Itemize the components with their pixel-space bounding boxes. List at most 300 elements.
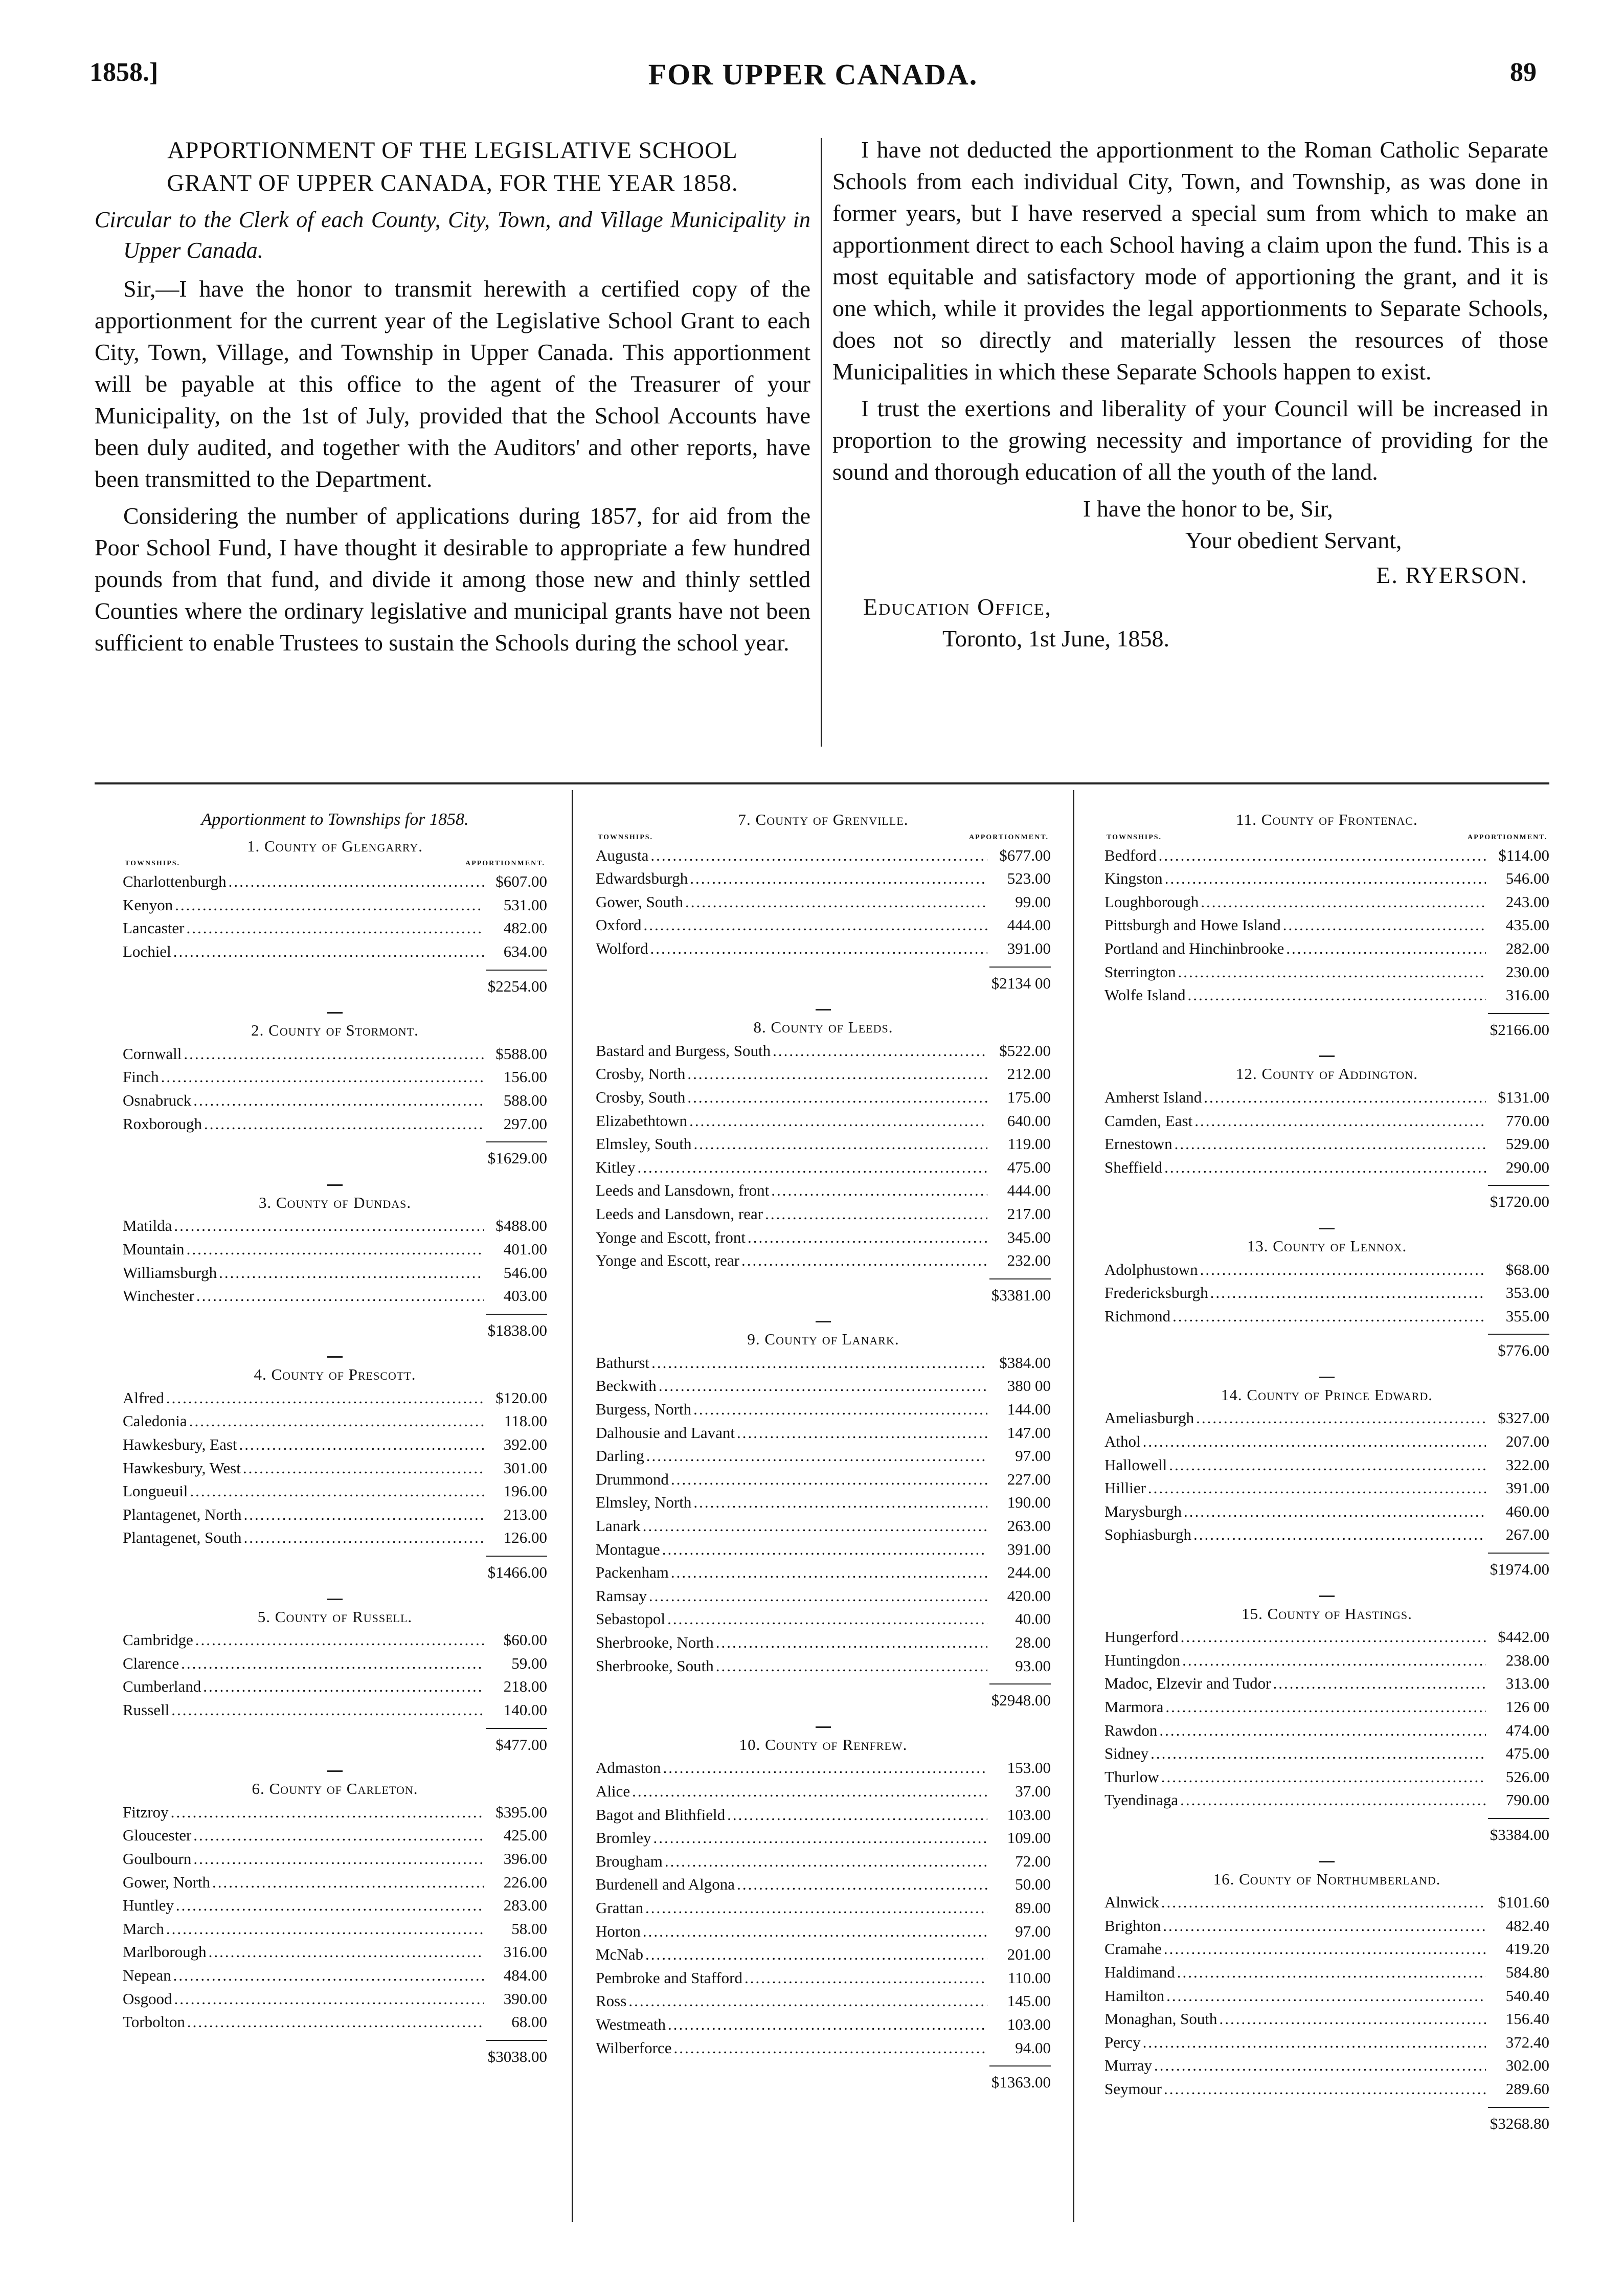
township-name: Pittsburgh and Howe Island bbox=[1104, 916, 1281, 934]
table-row bbox=[596, 1654, 1051, 1678]
dot-leader bbox=[1169, 1453, 1486, 1477]
dot-leader bbox=[1182, 1649, 1486, 1672]
county-section bbox=[1104, 1861, 1549, 2136]
dot-leader bbox=[1184, 1500, 1486, 1523]
dot-leader bbox=[187, 2010, 484, 2034]
table-row bbox=[596, 1062, 1051, 1086]
county-section bbox=[1104, 1055, 1549, 1214]
table-row bbox=[123, 1065, 547, 1089]
township-name: Kitley bbox=[596, 1158, 636, 1176]
township-name: Hillier bbox=[1104, 1479, 1146, 1497]
section-separator bbox=[1319, 1228, 1335, 1229]
dot-leader bbox=[1193, 1523, 1486, 1546]
county-total: $1974.00 bbox=[1490, 1560, 1549, 1579]
township-name: Hawkesbury, East bbox=[123, 1435, 237, 1454]
dot-leader bbox=[690, 867, 987, 890]
dot-leader bbox=[632, 1780, 987, 1803]
apportionment-amount: 147.00 bbox=[1007, 1423, 1051, 1442]
township-name: Russell bbox=[123, 1701, 170, 1719]
apportionment-amount: 196.00 bbox=[503, 1482, 547, 1500]
dot-leader bbox=[651, 1351, 987, 1375]
dot-leader bbox=[1164, 1156, 1486, 1179]
township-name: Nepean bbox=[123, 1966, 171, 1984]
township-name: Plantagenet, North bbox=[123, 1505, 242, 1523]
apportionment-amount: 396.00 bbox=[503, 1849, 547, 1868]
apportionment-amount: 316.00 bbox=[503, 1943, 547, 1961]
apportionment-amount: 540.40 bbox=[1505, 1986, 1549, 2005]
table-row bbox=[1104, 1132, 1549, 1156]
apportionment-amount: 140.00 bbox=[503, 1701, 547, 1719]
total-rule bbox=[1488, 1185, 1549, 1186]
apportionment-amount: 97.00 bbox=[1015, 1447, 1051, 1465]
township-name: Ameliasburgh bbox=[1104, 1409, 1194, 1427]
table-row bbox=[1104, 1523, 1549, 1546]
township-name: Plantagenet, South bbox=[123, 1529, 242, 1547]
county-section bbox=[596, 808, 1051, 995]
apportionment-amount: 474.00 bbox=[1505, 1721, 1549, 1739]
dot-leader bbox=[687, 1062, 987, 1086]
township-name: Matilda bbox=[123, 1217, 172, 1235]
table-row bbox=[596, 1421, 1051, 1445]
apportionment-amount: 218.00 bbox=[503, 1677, 547, 1696]
dot-leader bbox=[173, 1964, 484, 1987]
dot-leader bbox=[1165, 1695, 1486, 1719]
table-row bbox=[1104, 937, 1549, 960]
dot-leader bbox=[1219, 2007, 1486, 2031]
apportionment-amount: 244.00 bbox=[1007, 1563, 1051, 1582]
table-row bbox=[596, 1179, 1051, 1202]
apportionment-amount: 526.00 bbox=[1505, 1767, 1549, 1786]
county-title: 14. County of Prince Edward. bbox=[1221, 1385, 1433, 1404]
apportionment-amount: 213.00 bbox=[503, 1505, 547, 1523]
table-row bbox=[596, 1351, 1051, 1375]
dot-leader bbox=[1187, 983, 1486, 1007]
county-section bbox=[123, 1356, 547, 1584]
county-total: $3384.00 bbox=[1490, 1825, 1549, 1844]
table-row bbox=[1104, 1305, 1549, 1328]
township-name: Cramahe bbox=[1104, 1940, 1162, 1958]
table-row bbox=[123, 1284, 547, 1308]
apportionment-amount: $488.00 bbox=[495, 1217, 547, 1235]
township-name: Monaghan, South bbox=[1104, 2010, 1217, 2028]
dot-leader bbox=[693, 1398, 987, 1421]
township-name: Williamsburgh bbox=[123, 1263, 217, 1282]
table-row bbox=[1104, 1258, 1549, 1282]
townships-label: TOWNSHIPS. bbox=[598, 833, 653, 841]
county-section bbox=[596, 1009, 1051, 1307]
apportionment-amount: 118.00 bbox=[504, 1412, 547, 1430]
township-name: Sterrington bbox=[1104, 962, 1176, 981]
county-total: $1720.00 bbox=[1490, 1193, 1549, 1211]
township-name: Thurlow bbox=[1104, 1767, 1159, 1786]
apportionment-amount: 145.00 bbox=[1007, 1992, 1051, 2010]
county-total: $1363.00 bbox=[991, 2073, 1051, 2092]
dot-leader bbox=[171, 1698, 484, 1722]
apportionment-amount: 425.00 bbox=[503, 1826, 547, 1845]
township-name: Roxborough bbox=[123, 1114, 202, 1133]
table-row bbox=[1104, 1695, 1549, 1719]
table-row bbox=[123, 1652, 547, 1675]
county-title: 8. County of Leeds. bbox=[753, 1018, 893, 1037]
apportionment-amount: 263.00 bbox=[1007, 1517, 1051, 1535]
table-row bbox=[123, 1214, 547, 1238]
table-row bbox=[596, 1584, 1051, 1608]
township-name: Madoc, Elzevir and Tudor bbox=[1104, 1674, 1271, 1693]
apportionment-amount: 283.00 bbox=[503, 1896, 547, 1915]
total-rule bbox=[1488, 1818, 1549, 1819]
table-row bbox=[596, 844, 1051, 867]
apportionment-amount: 523.00 bbox=[1007, 869, 1051, 888]
dot-leader bbox=[1273, 1672, 1486, 1695]
county-section bbox=[123, 1184, 547, 1342]
dot-leader bbox=[195, 1628, 484, 1652]
apportionment-amount: 94.00 bbox=[1015, 2038, 1051, 2057]
county-total: $2134 00 bbox=[991, 974, 1051, 992]
apportionment-label: APPORTIONMENT. bbox=[465, 860, 545, 868]
township-name: Gower, South bbox=[596, 892, 683, 911]
apportionment-amount: 175.00 bbox=[1007, 1088, 1051, 1106]
township-name: Caledonia bbox=[123, 1412, 187, 1430]
table-row bbox=[596, 1780, 1051, 1803]
dot-leader bbox=[1143, 2031, 1486, 2054]
township-name: Ramsay bbox=[596, 1586, 647, 1605]
township-name: Bedford bbox=[1104, 846, 1157, 864]
apportionment-amount: 316.00 bbox=[1505, 986, 1549, 1004]
dot-leader bbox=[771, 1179, 987, 1202]
apportionment-amount: $101.60 bbox=[1498, 1893, 1549, 1912]
township-name: Burdenell and Algona bbox=[596, 1875, 735, 1894]
county-title: 1. County of Glengarry. bbox=[247, 837, 423, 855]
county-title: 4. County of Prescott. bbox=[254, 1365, 416, 1384]
dot-leader bbox=[1178, 960, 1486, 984]
apportionment-amount: 640.00 bbox=[1007, 1111, 1051, 1130]
apportionment-amount: 212.00 bbox=[1007, 1065, 1051, 1083]
table-row bbox=[596, 1966, 1051, 1990]
total-rule bbox=[1488, 2107, 1549, 2108]
township-name: Gloucester bbox=[123, 1826, 192, 1845]
county-total: $2166.00 bbox=[1490, 1020, 1549, 1039]
apportionment-amount: 482.40 bbox=[1505, 1916, 1549, 1935]
article-title: APPORTIONMENT OF THE LEGISLATIVE SCHOOL GRANT OF UPPER CANADA, FOR THE YEAR 1858. bbox=[167, 137, 738, 196]
township-name: Huntingdon bbox=[1104, 1651, 1181, 1669]
table-divider-2 bbox=[1073, 790, 1074, 2222]
table-row bbox=[596, 1226, 1051, 1249]
township-name: Ross bbox=[596, 1992, 627, 2010]
township-name: Longueuil bbox=[123, 1482, 188, 1500]
section-separator bbox=[327, 1770, 343, 1772]
township-name: Gower, North bbox=[123, 1873, 210, 1891]
township-name: Darling bbox=[596, 1447, 644, 1465]
dot-leader bbox=[193, 1824, 484, 1847]
apportionment-amount: 126.00 bbox=[503, 1529, 547, 1547]
table-row bbox=[596, 1920, 1051, 1943]
table-row bbox=[596, 1202, 1051, 1226]
table-row bbox=[123, 1964, 547, 1987]
apportionment-amount: 72.00 bbox=[1015, 1852, 1051, 1870]
dot-leader bbox=[665, 1850, 987, 1873]
township-name: Charlottenburgh bbox=[123, 872, 227, 891]
dot-leader bbox=[1201, 890, 1486, 914]
apportionment-amount: 475.00 bbox=[1007, 1158, 1051, 1176]
apportionment-amount: 110.00 bbox=[1007, 1968, 1051, 1987]
dot-leader bbox=[1210, 1281, 1486, 1305]
apportionment-amount: 290.00 bbox=[1505, 1158, 1549, 1176]
county-total: $1838.00 bbox=[487, 1321, 547, 1339]
circular-left-column bbox=[95, 134, 810, 664]
dot-leader bbox=[689, 1109, 987, 1133]
county-section bbox=[123, 1770, 547, 2068]
county-total: $3381.00 bbox=[991, 1286, 1051, 1304]
table-row bbox=[596, 1109, 1051, 1133]
table-row bbox=[1104, 1109, 1549, 1133]
dot-leader bbox=[1177, 1961, 1486, 1984]
township-name: Grattan bbox=[596, 1898, 643, 1917]
dot-leader bbox=[693, 1491, 987, 1514]
township-name: Rawdon bbox=[1104, 1721, 1158, 1739]
table-row bbox=[596, 1086, 1051, 1109]
township-name: Dalhousie and Lavant bbox=[596, 1423, 735, 1442]
dot-leader bbox=[175, 893, 484, 917]
apportionment-amount: $395.00 bbox=[495, 1803, 547, 1821]
apportionment-amount: 58.00 bbox=[511, 1919, 547, 1938]
dot-leader bbox=[166, 1386, 484, 1410]
running-header bbox=[89, 57, 1537, 93]
table-row bbox=[123, 940, 547, 963]
dot-leader bbox=[643, 1920, 987, 1943]
table-row bbox=[596, 1607, 1051, 1631]
closing-line-1: I have the honor to be, Sir, bbox=[1083, 496, 1333, 522]
township-name: Hawkesbury, West bbox=[123, 1458, 241, 1477]
apportionment-amount: 103.00 bbox=[1007, 1805, 1051, 1824]
dot-leader bbox=[1286, 937, 1486, 960]
township-name: Wilberforce bbox=[596, 2038, 672, 2057]
table-row bbox=[596, 1374, 1051, 1398]
dot-leader bbox=[203, 1675, 484, 1698]
closing-line-2: Your obedient Servant, bbox=[1185, 527, 1402, 553]
apportionment-amount: 584.80 bbox=[1505, 1963, 1549, 1981]
apportionment-amount: 297.00 bbox=[503, 1114, 547, 1133]
township-name: Bathurst bbox=[596, 1353, 650, 1372]
dot-leader bbox=[650, 844, 987, 867]
table-row bbox=[123, 1238, 547, 1261]
table-row bbox=[596, 1803, 1051, 1827]
table-row bbox=[1104, 1406, 1549, 1430]
total-rule bbox=[486, 2040, 547, 2041]
apportionment-amount: 238.00 bbox=[1505, 1651, 1549, 1669]
dot-leader bbox=[1283, 913, 1486, 937]
dot-leader bbox=[196, 1284, 484, 1308]
apportionment-amount: 353.00 bbox=[1505, 1284, 1549, 1302]
township-name: Fredericksburgh bbox=[1104, 1284, 1208, 1302]
circular-right-column bbox=[832, 134, 1548, 655]
dot-leader bbox=[181, 1652, 484, 1675]
table-row bbox=[123, 1261, 547, 1285]
paragraph-3: I have not deducted the apportionment to the Roman Catholic Separate Schools from each individual City, Town, and Township, as was done in former years, but I have reserved a special sum from which to make an apportionment direct to each School having a claim upon the fund. This is a most equitable and satisfactory mode of apportioning the grant, and it is one which, while it provides the legal apportionments to Separate Schools, does not so directly and materially lessen the resources of those Municipalities in which these Separate Schools happen to exist. bbox=[832, 137, 1548, 385]
apportionment-amount: 634.00 bbox=[503, 942, 547, 960]
table-row bbox=[123, 1409, 547, 1433]
county-section bbox=[123, 1012, 547, 1170]
dot-leader bbox=[765, 1202, 987, 1226]
table-row bbox=[123, 1987, 547, 2011]
table-row bbox=[123, 1894, 547, 1917]
table-divider-1 bbox=[572, 790, 573, 2222]
office-name: Education Office, bbox=[863, 594, 1052, 620]
apportionment-amount: 390.00 bbox=[503, 1989, 547, 2008]
apportionment-amount: 322.00 bbox=[1505, 1455, 1549, 1474]
township-name: Adolphustown bbox=[1104, 1260, 1198, 1278]
table-row bbox=[596, 1538, 1051, 1561]
county-title: 10. County of Renfrew. bbox=[739, 1735, 908, 1754]
county-total: $3268.80 bbox=[1490, 2114, 1549, 2132]
table-row bbox=[1104, 1961, 1549, 1984]
table-row bbox=[123, 1917, 547, 1941]
table-row bbox=[1104, 2031, 1549, 2054]
table-row bbox=[1104, 1086, 1549, 1109]
table-row bbox=[596, 1156, 1051, 1179]
table-row bbox=[1104, 1649, 1549, 1672]
apportionment-amount: 50.00 bbox=[1015, 1875, 1051, 1894]
apportionment-amount: 355.00 bbox=[1505, 1307, 1549, 1325]
dot-leader bbox=[638, 1156, 988, 1179]
township-name: Wolfe Island bbox=[1104, 986, 1186, 1004]
apportionment-amount: $384.00 bbox=[999, 1353, 1051, 1372]
table-row bbox=[123, 1456, 547, 1480]
table-row bbox=[1104, 1719, 1549, 1742]
township-name: Marlborough bbox=[123, 1943, 207, 1961]
dot-leader bbox=[190, 1479, 484, 1503]
section-separator bbox=[327, 1184, 343, 1186]
township-name: Seymour bbox=[1104, 2079, 1162, 2098]
dot-leader bbox=[1161, 1891, 1486, 1914]
county-title: 12. County of Addington. bbox=[1236, 1065, 1418, 1083]
township-name: Sidney bbox=[1104, 1744, 1149, 1763]
apportionment-amount: $588.00 bbox=[495, 1044, 547, 1063]
dot-leader bbox=[176, 1894, 484, 1917]
table-row bbox=[123, 1871, 547, 1894]
dot-leader bbox=[174, 1987, 484, 2011]
township-name: Sheffield bbox=[1104, 1158, 1163, 1176]
township-name: Goulbourn bbox=[123, 1849, 192, 1868]
table-row bbox=[123, 1801, 547, 1824]
table-row bbox=[123, 1824, 547, 1847]
dot-leader bbox=[1148, 1476, 1486, 1500]
county-section bbox=[1104, 1228, 1549, 1362]
apportionment-amount: 484.00 bbox=[503, 1966, 547, 1984]
dot-leader bbox=[662, 1538, 987, 1561]
dot-leader bbox=[1165, 867, 1486, 890]
table-row bbox=[123, 870, 547, 893]
table-row bbox=[1104, 890, 1549, 914]
table-row bbox=[1104, 2007, 1549, 2031]
apportionment-amount: $131.00 bbox=[1498, 1088, 1549, 1106]
table-row bbox=[596, 1039, 1051, 1063]
section-separator bbox=[327, 1356, 343, 1358]
dot-leader bbox=[1166, 1984, 1486, 2008]
apportionment-amount: $522.00 bbox=[999, 1041, 1051, 1060]
dot-leader bbox=[1159, 1719, 1486, 1742]
table-row bbox=[596, 1989, 1051, 2013]
dot-leader bbox=[204, 1112, 484, 1136]
apportionment-amount: 790.00 bbox=[1505, 1791, 1549, 1809]
apportionment-amount: 59.00 bbox=[511, 1654, 547, 1672]
dot-leader bbox=[229, 870, 484, 893]
paragraph-2: Considering the number of applications during 1857, for aid from the Poor School Fund, I have thought it desirable to appropriate a few hundred pounds from that fund, and divide it among those new and thinly settled Counties where the ordinary legislative and municipal grants have not been sufficient to enable Trustees to sustain the Schools during the school year. bbox=[95, 503, 810, 656]
table-row bbox=[123, 1503, 547, 1526]
dot-leader bbox=[166, 1917, 484, 1941]
dot-leader bbox=[737, 1873, 987, 1896]
table-row bbox=[123, 893, 547, 917]
apportionment-amount: $60.00 bbox=[503, 1631, 547, 1649]
township-name: Leeds and Lansdown, rear bbox=[596, 1204, 763, 1223]
apportionment-amount: $677.00 bbox=[999, 846, 1051, 864]
dot-leader bbox=[239, 1433, 484, 1456]
township-name: Cumberland bbox=[123, 1677, 201, 1696]
dot-leader bbox=[1196, 1406, 1486, 1430]
dot-leader bbox=[1181, 1625, 1486, 1649]
township-name: Sophiasburgh bbox=[1104, 1525, 1191, 1544]
dot-leader bbox=[737, 1421, 987, 1445]
dot-leader bbox=[193, 1089, 484, 1112]
apportionment-amount: 302.00 bbox=[1505, 2056, 1549, 2075]
section-separator bbox=[1319, 1861, 1335, 1862]
county-title: 7. County of Grenville. bbox=[738, 811, 909, 828]
table-row bbox=[596, 1943, 1051, 1966]
apportionment-amount: 37.00 bbox=[1015, 1782, 1051, 1800]
table-row bbox=[596, 867, 1051, 890]
apportionment-amount: 391.00 bbox=[1007, 939, 1051, 957]
dot-leader bbox=[674, 2036, 988, 2060]
dot-leader bbox=[1175, 1132, 1486, 1156]
dot-leader bbox=[1172, 1305, 1486, 1328]
total-rule bbox=[989, 2065, 1051, 2066]
township-name: Portland and Hinchinbrooke bbox=[1104, 939, 1284, 957]
dot-leader bbox=[1154, 2054, 1486, 2077]
table-row bbox=[1104, 1156, 1549, 1179]
header-title: FOR UPPER CANADA. bbox=[648, 58, 978, 91]
paragraph-1: Sir,—I have the honor to transmit herewith a certified copy of the apportionment for the current year of the Legislative School Grant to each City, Town, Village, and Township in Upper Canada. This apportionment will be payable at this office to the agent of the Treasurer of your Municipality, on the 1st of July, provided that the School Accounts have been duly audited, and together with the Auditors' and other reports, have been transmitted to the Department. bbox=[95, 276, 810, 492]
dot-leader bbox=[659, 1374, 987, 1398]
county-title: 6. County of Carleton. bbox=[252, 1780, 418, 1798]
dot-leader bbox=[1161, 1765, 1486, 1789]
dot-leader bbox=[628, 1989, 987, 2013]
apportionment-amount: 770.00 bbox=[1505, 1111, 1549, 1130]
township-name: Cambridge bbox=[123, 1631, 193, 1649]
apportionment-amount: 392.00 bbox=[503, 1435, 547, 1454]
apportionment-amount: 230.00 bbox=[1505, 962, 1549, 981]
township-name: Torbolton bbox=[123, 2013, 185, 2031]
township-name: Richmond bbox=[1104, 1307, 1171, 1325]
apportionment-label: APPORTIONMENT. bbox=[969, 833, 1049, 841]
article-subtitle: Circular to the Clerk of each County, City, Town, and Village Municipality in Upper Canada. bbox=[95, 207, 810, 263]
dot-leader bbox=[171, 1801, 484, 1824]
township-name: Camden, East bbox=[1104, 1111, 1193, 1130]
township-name: Westmeath bbox=[596, 2015, 666, 2033]
table-row bbox=[596, 1468, 1051, 1491]
dot-leader bbox=[667, 1607, 987, 1631]
dot-leader bbox=[693, 1132, 987, 1156]
apportionment-amount: 227.00 bbox=[1007, 1470, 1051, 1488]
township-name: Haldimand bbox=[1104, 1963, 1175, 1981]
township-name: Bagot and Blithfield bbox=[596, 1805, 726, 1824]
township-name: Fitzroy bbox=[123, 1803, 169, 1821]
table-row bbox=[596, 937, 1051, 960]
county-title: 13. County of Lennox. bbox=[1247, 1237, 1407, 1255]
apportionment-amount: $114.00 bbox=[1498, 846, 1549, 864]
table-row bbox=[1104, 1453, 1549, 1477]
table-row bbox=[1104, 1984, 1549, 2008]
township-name: Winchester bbox=[123, 1287, 194, 1305]
table-row bbox=[1104, 1742, 1549, 1765]
